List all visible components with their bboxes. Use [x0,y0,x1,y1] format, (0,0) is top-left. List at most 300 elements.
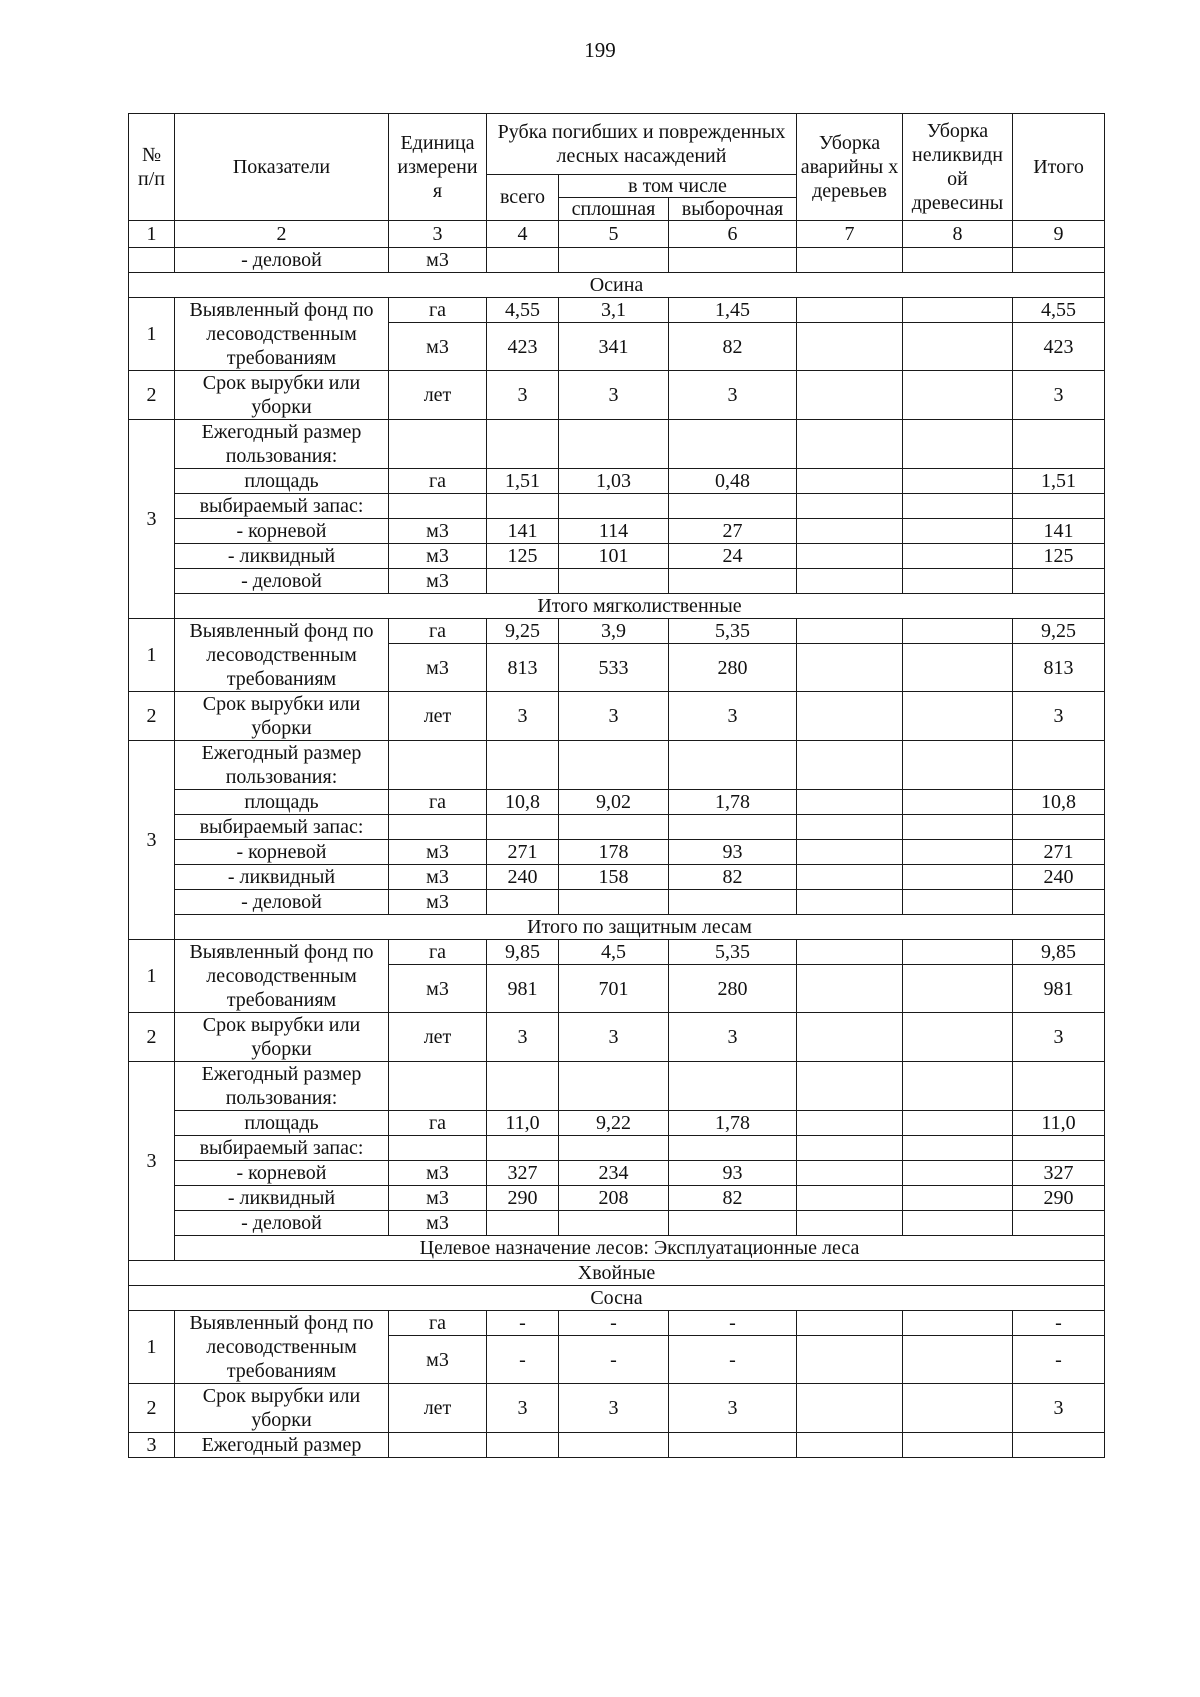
value-cell: 3 [487,371,559,420]
value-cell [797,1111,903,1136]
value-cell [797,940,903,965]
column-number: 2 [175,221,389,248]
value-cell: 813 [1013,644,1105,692]
value-cell [903,865,1013,890]
value-cell [903,890,1013,915]
row-label: Ежегодный размер [175,1433,389,1458]
value-cell [1013,1433,1105,1458]
value-cell [797,1433,903,1458]
section-title-row [129,1286,1105,1311]
value-cell [903,469,1013,494]
value-cell [559,741,669,790]
row-label: - корневой [175,840,389,865]
row-label: Срок вырубки или уборки [175,1384,389,1433]
value-cell: 0,48 [669,469,797,494]
row-number: 1 [129,1311,175,1384]
value-cell: 9,85 [487,940,559,965]
row-unit: лет [389,371,487,420]
row-label: выбираемый запас: [175,815,389,840]
row-number: 3 [129,1062,175,1261]
row-number: 3 [129,741,175,940]
page-number: 199 [584,38,616,62]
value-cell [797,1062,903,1111]
value-cell [669,1211,797,1236]
value-cell [669,1062,797,1111]
value-cell [903,1311,1013,1336]
table-row [129,1062,1105,1111]
value-cell [903,420,1013,469]
value-cell: 423 [487,323,559,371]
value-cell [797,494,903,519]
column-number: 4 [487,221,559,248]
value-cell [903,371,1013,420]
value-cell: 101 [559,544,669,569]
value-cell [903,790,1013,815]
column-number: 3 [389,221,487,248]
value-cell: 4,55 [487,298,559,323]
table-row [129,1384,1105,1433]
table-row [129,420,1105,469]
row-label: - деловой [175,1211,389,1236]
value-cell: 3 [1013,1013,1105,1062]
value-cell: 3 [1013,692,1105,741]
value-cell [797,1384,903,1433]
value-cell [1013,815,1105,840]
value-cell: - [487,1336,559,1384]
value-cell [1013,420,1105,469]
value-cell [797,248,903,273]
header-all: всего [487,175,559,221]
row-label: - деловой [175,890,389,915]
value-cell [903,940,1013,965]
table-row [129,519,1105,544]
value-cell: 1,03 [559,469,669,494]
value-cell: 423 [1013,323,1105,371]
value-cell: 141 [487,519,559,544]
value-cell: 24 [669,544,797,569]
table-row [129,248,1105,273]
value-cell: 82 [669,1186,797,1211]
table-row [129,1311,1105,1336]
header-felling: Рубка погибших и поврежденных лесных насаждений [487,114,797,175]
value-cell: 3 [487,1013,559,1062]
value-cell [797,1013,903,1062]
value-cell [797,298,903,323]
value-cell: 1,78 [669,790,797,815]
value-cell [559,815,669,840]
value-cell [669,815,797,840]
value-cell [903,1433,1013,1458]
table-row [129,494,1105,519]
row-number: 3 [129,1433,175,1458]
value-cell: 3,9 [559,619,669,644]
value-cell: 290 [1013,1186,1105,1211]
row-unit [389,815,487,840]
value-cell [903,1161,1013,1186]
value-cell: 4,5 [559,940,669,965]
value-cell: 9,25 [1013,619,1105,644]
value-cell [559,890,669,915]
column-number: 6 [669,221,797,248]
row-unit: га [389,298,487,323]
row-unit: м3 [389,1336,487,1384]
value-cell: - [1013,1336,1105,1384]
value-cell [797,1161,903,1186]
value-cell [487,815,559,840]
value-cell [559,248,669,273]
value-cell [669,1433,797,1458]
header-total: Итого [1013,114,1105,221]
value-cell: 114 [559,519,669,544]
value-cell: 3 [487,692,559,741]
row-unit: лет [389,692,487,741]
value-cell [797,644,903,692]
value-cell [903,544,1013,569]
value-cell [903,741,1013,790]
row-unit: м3 [389,1186,487,1211]
row-label: Выявленный фонд по лесоводственным требованиям [175,619,389,692]
value-cell: 327 [487,1161,559,1186]
row-label: Ежегодный размер пользования: [175,741,389,790]
value-cell [903,965,1013,1013]
value-cell [1013,494,1105,519]
value-cell: 125 [487,544,559,569]
row-unit: лет [389,1013,487,1062]
value-cell: 981 [487,965,559,1013]
section-title: Хвойные [129,1261,1105,1286]
value-cell [1013,1211,1105,1236]
row-unit [389,1062,487,1111]
value-cell: 290 [487,1186,559,1211]
value-cell: 327 [1013,1161,1105,1186]
value-cell: 5,35 [669,619,797,644]
row-unit: м3 [389,965,487,1013]
value-cell [669,741,797,790]
value-cell: - [559,1336,669,1384]
value-cell: 3 [669,692,797,741]
section-title: Осина [129,273,1105,298]
row-label: Срок вырубки или уборки [175,692,389,741]
value-cell: 178 [559,840,669,865]
row-unit: лет [389,1384,487,1433]
header-illiquid: Уборка неликвидн ой древесины [903,114,1013,221]
row-label: выбираемый запас: [175,1136,389,1161]
row-label: Ежегодный размер пользования: [175,420,389,469]
column-number: 8 [903,221,1013,248]
value-cell [903,644,1013,692]
value-cell: 5,35 [669,940,797,965]
value-cell: 11,0 [487,1111,559,1136]
value-cell: 1,51 [487,469,559,494]
row-label: Ежегодный размер пользования: [175,1062,389,1111]
row-label: - ликвидный [175,1186,389,1211]
row-number: 3 [129,420,175,619]
value-cell [487,494,559,519]
value-cell: 141 [1013,519,1105,544]
value-cell [797,1211,903,1236]
value-cell: 9,25 [487,619,559,644]
value-cell: 701 [559,965,669,1013]
row-number: 2 [129,692,175,741]
row-unit: м3 [389,1211,487,1236]
row-label: Выявленный фонд по лесоводственным требованиям [175,940,389,1013]
value-cell: 271 [487,840,559,865]
row-label: Выявленный фонд по лесоводственным требованиям [175,1311,389,1384]
value-cell [797,469,903,494]
value-cell [903,569,1013,594]
row-number: 2 [129,1013,175,1062]
value-cell: 82 [669,323,797,371]
row-number: 1 [129,619,175,692]
value-cell [903,1013,1013,1062]
header-emergency: Уборка аварийны х деревьев [797,114,903,221]
value-cell [797,619,903,644]
table-row [129,469,1105,494]
table-row [129,1211,1105,1236]
value-cell [1013,1062,1105,1111]
value-cell [669,890,797,915]
value-cell [903,840,1013,865]
value-cell [903,519,1013,544]
value-cell [797,544,903,569]
value-cell: 533 [559,644,669,692]
value-cell: 981 [1013,965,1105,1013]
row-unit [389,1433,487,1458]
value-cell [797,741,903,790]
value-cell: 11,0 [1013,1111,1105,1136]
row-label: - ликвидный [175,544,389,569]
row-unit [389,420,487,469]
value-cell [903,1211,1013,1236]
value-cell: 3 [487,1384,559,1433]
value-cell [669,569,797,594]
value-cell [797,1136,903,1161]
value-cell [559,1433,669,1458]
table-row [129,815,1105,840]
value-cell [797,1336,903,1384]
table-row [129,1433,1105,1458]
value-cell: 1,45 [669,298,797,323]
table-row [129,1186,1105,1211]
row-unit: м3 [389,865,487,890]
value-cell: 93 [669,1161,797,1186]
value-cell [487,1211,559,1236]
value-cell [1013,569,1105,594]
value-cell: 3 [1013,1384,1105,1433]
section-title-row [129,1261,1105,1286]
row-label: - деловой [175,248,389,273]
value-cell [903,1384,1013,1433]
row-unit: м3 [389,519,487,544]
value-cell [797,840,903,865]
value-cell [669,420,797,469]
table-row [129,1013,1105,1062]
row-unit: м3 [389,840,487,865]
value-cell: 125 [1013,544,1105,569]
section-title-row [129,273,1105,298]
value-cell [903,1336,1013,1384]
value-cell: - [559,1311,669,1336]
value-cell [797,865,903,890]
value-cell [1013,741,1105,790]
value-cell: 240 [487,865,559,890]
value-cell [903,619,1013,644]
value-cell: - [487,1311,559,1336]
value-cell [903,692,1013,741]
table-row [129,298,1105,323]
row-label: выбираемый запас: [175,494,389,519]
value-cell [797,790,903,815]
value-cell [1013,1136,1105,1161]
column-number: 1 [129,221,175,248]
row-unit: м3 [389,644,487,692]
row-unit: га [389,469,487,494]
row-unit: га [389,1111,487,1136]
table-row [129,544,1105,569]
section-title-row [129,594,1105,619]
table-row [129,865,1105,890]
row-label: площадь [175,790,389,815]
value-cell [559,569,669,594]
row-unit: м3 [389,1161,487,1186]
column-number: 5 [559,221,669,248]
value-cell: - [669,1336,797,1384]
value-cell: 27 [669,519,797,544]
forest-use-table [128,113,1105,1458]
value-cell: 9,85 [1013,940,1105,965]
header-clear: сплошная [559,198,669,221]
value-cell [559,494,669,519]
value-cell [797,323,903,371]
value-cell: 271 [1013,840,1105,865]
row-label: - деловой [175,569,389,594]
row-unit [389,1136,487,1161]
value-cell: 813 [487,644,559,692]
table-row [129,1136,1105,1161]
value-cell [1013,890,1105,915]
row-label: площадь [175,1111,389,1136]
value-cell [797,692,903,741]
row-label: площадь [175,469,389,494]
row-unit [389,741,487,790]
table-row [129,1161,1105,1186]
value-cell [487,1136,559,1161]
value-cell: 82 [669,865,797,890]
value-cell [559,1062,669,1111]
value-cell [669,1136,797,1161]
value-cell [669,494,797,519]
value-cell: 9,02 [559,790,669,815]
table-row [129,840,1105,865]
value-cell [797,815,903,840]
value-cell [797,569,903,594]
value-cell [1013,248,1105,273]
value-cell: 3 [559,1013,669,1062]
value-cell: 4,55 [1013,298,1105,323]
row-unit: м3 [389,890,487,915]
value-cell [487,741,559,790]
value-cell [559,420,669,469]
value-cell: - [669,1311,797,1336]
row-unit: га [389,940,487,965]
column-number-row [129,221,1105,248]
header-selective: выборочная [669,198,797,221]
row-unit: м3 [389,544,487,569]
row-unit: м3 [389,569,487,594]
value-cell [487,569,559,594]
value-cell [669,248,797,273]
row-unit: м3 [389,248,487,273]
value-cell [797,1186,903,1211]
value-cell: 3,1 [559,298,669,323]
section-title-row [129,1236,1105,1261]
value-cell: - [1013,1311,1105,1336]
column-number: 9 [1013,221,1105,248]
header-indicator: Показатели [175,114,389,221]
column-number: 7 [797,221,903,248]
value-cell [797,1311,903,1336]
value-cell: 240 [1013,865,1105,890]
value-cell: 341 [559,323,669,371]
section-title: Сосна [129,1286,1105,1311]
table-row [129,569,1105,594]
value-cell: 1,78 [669,1111,797,1136]
value-cell: 1,51 [1013,469,1105,494]
value-cell: 208 [559,1186,669,1211]
table-row [129,1111,1105,1136]
section-title-row [129,915,1105,940]
value-cell [903,1186,1013,1211]
value-cell: 158 [559,865,669,890]
table-row [129,619,1105,644]
row-label: Выявленный фонд по лесоводственным требованиям [175,298,389,371]
header-including: в том числе [559,175,797,198]
value-cell [797,519,903,544]
header-row [129,114,1105,175]
value-cell [797,420,903,469]
value-cell [903,323,1013,371]
value-cell [903,1062,1013,1111]
value-cell: 3 [669,1384,797,1433]
value-cell [903,298,1013,323]
value-cell [487,420,559,469]
section-title: Итого мягколиственные [175,594,1105,619]
value-cell: 3 [559,371,669,420]
table-row [129,940,1105,965]
value-cell [487,890,559,915]
value-cell: 280 [669,644,797,692]
header-unit: Единица измерени я [389,114,487,221]
table-row [129,741,1105,790]
table-row [129,890,1105,915]
row-number: 1 [129,298,175,371]
row-label: - корневой [175,1161,389,1186]
value-cell: 280 [669,965,797,1013]
value-cell [797,371,903,420]
table-row [129,371,1105,420]
row-unit: га [389,1311,487,1336]
value-cell [559,1211,669,1236]
value-cell: 3 [669,371,797,420]
value-cell [559,1136,669,1161]
value-cell: 93 [669,840,797,865]
value-cell [903,248,1013,273]
table-row [129,790,1105,815]
value-cell: 10,8 [487,790,559,815]
row-unit [389,494,487,519]
value-cell: 9,22 [559,1111,669,1136]
row-number: 2 [129,371,175,420]
